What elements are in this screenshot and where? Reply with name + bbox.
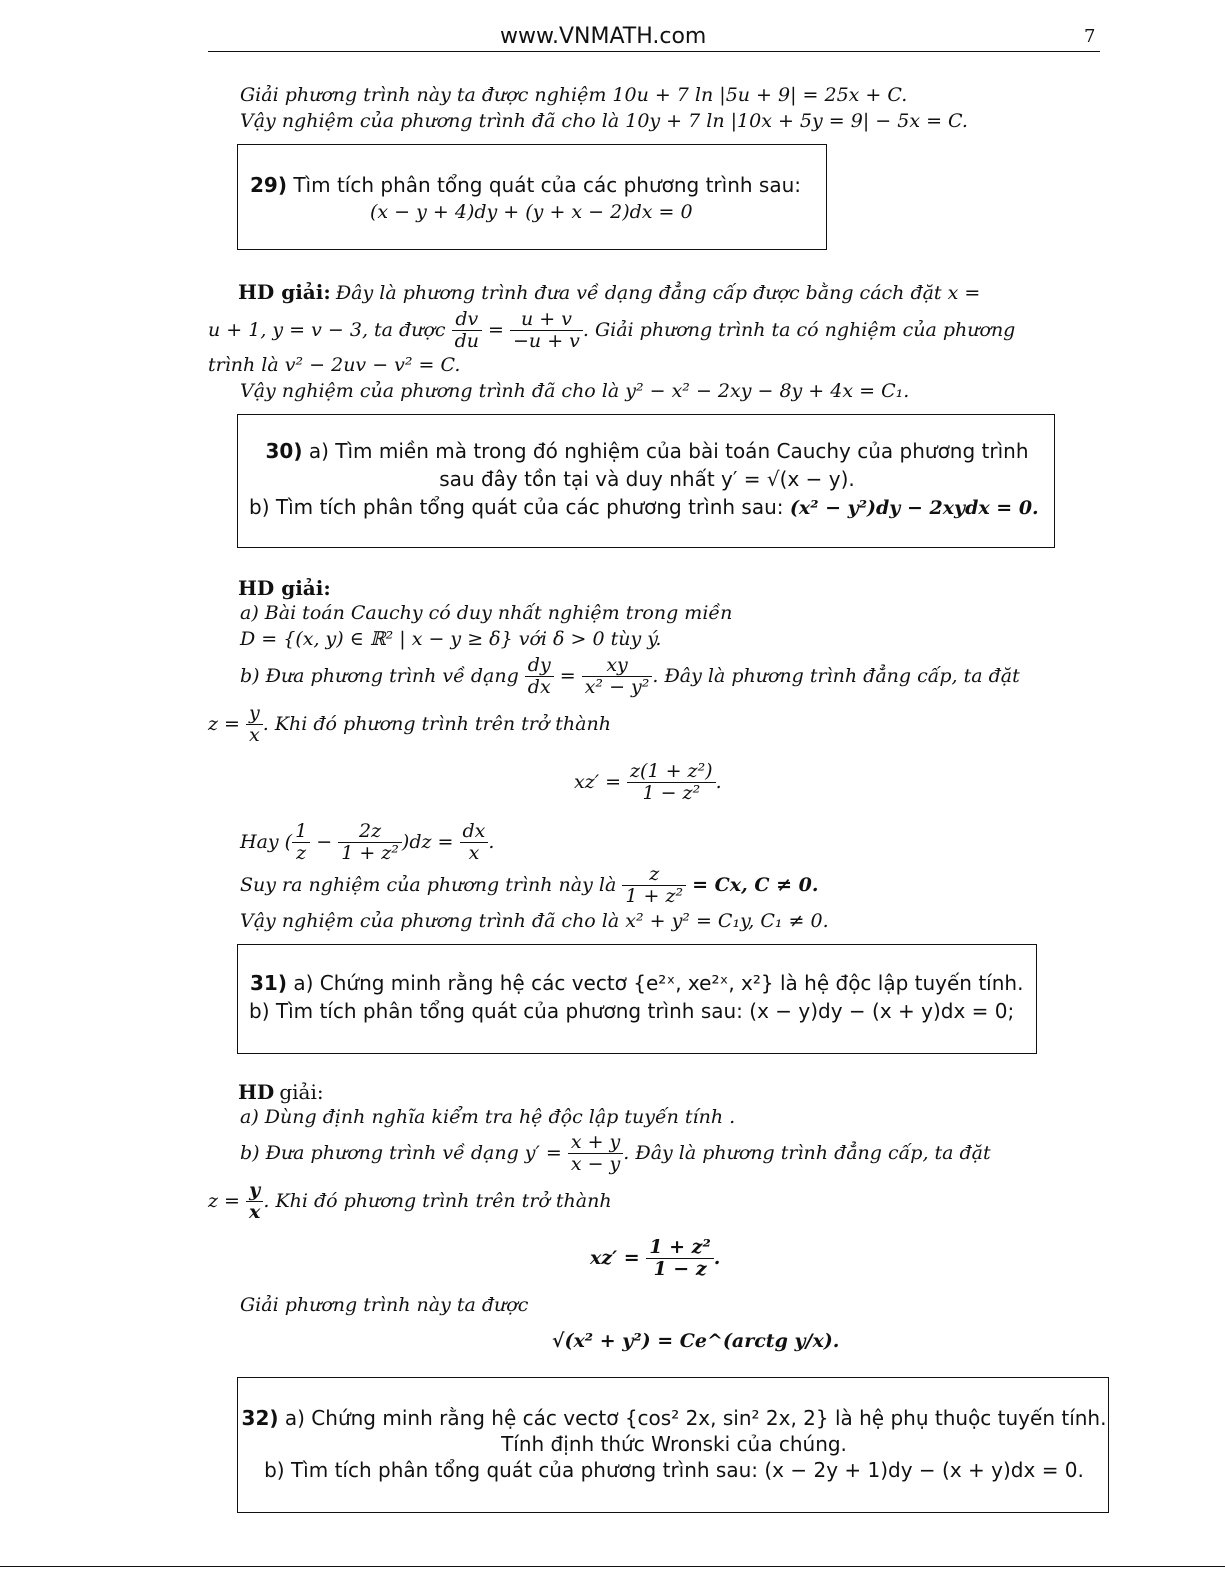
frac-num: dx: [462, 819, 486, 842]
problem-31-box: [237, 944, 1037, 1054]
frac-den: du: [452, 330, 482, 352]
problem-29-equation: (x − y + 4)dy + (y + x − 2)dx = 0: [370, 201, 693, 223]
minus-sign: −: [316, 831, 333, 853]
hd-30-vay-line: Vậy nghiệm của phương trình đã cho là x² + y² = C₁y, C₁ ≠ 0.: [240, 910, 829, 932]
hd-30-a-line-2: D = {(x, y) ∈ ℝ² | x − y ≥ δ} với δ > 0 tùy ý.: [240, 628, 662, 650]
frac-num: y: [249, 701, 260, 724]
hd-30-frac-z-1z2: [622, 864, 686, 907]
frac-den: x: [246, 1201, 263, 1223]
hd-30-frac-dy-dx: [525, 655, 554, 698]
frac-den: x: [460, 842, 489, 864]
problem-32-b-line: b) Tìm tích phân tổng quát của phương trình sau: (x − 2y + 1)dy − (x + y)dx = 0.: [264, 1458, 1084, 1482]
hd-30-frac-1-z: [292, 821, 310, 864]
hay-text: Hay (: [240, 831, 293, 853]
hd-30-title: HD giải:: [238, 576, 331, 600]
problem-31-b-line: b) Tìm tích phân tổng quát của phương trình sau: (x − y)dy − (x + y)dx = 0;: [249, 999, 1015, 1023]
hd-31-display-eq: [590, 1228, 720, 1288]
hd-30-b-text-2: . Khi đó phương trình trên trở thành: [262, 713, 611, 735]
frac-num: 1 + z²: [649, 1235, 711, 1258]
frac-den: x − y: [568, 1153, 623, 1175]
hd-31-frac-y-x: [246, 1180, 263, 1223]
hd-31-frac-z: [646, 1237, 713, 1280]
problem-30-b-text: b) Tìm tích phân tổng quát của các phương trình sau:: [249, 495, 784, 519]
hd-31-title-line: [238, 1080, 324, 1104]
frac-den: x: [246, 724, 263, 746]
problem-30-b-line: [249, 495, 1039, 519]
problem-30-box: [237, 414, 1055, 548]
suy-text: Suy ra nghiệm của phương trình này là: [240, 874, 617, 896]
problem-30-number: 30): [265, 439, 303, 463]
frac-den: −u + v: [510, 330, 583, 352]
hd-29-frac-uv: [510, 309, 583, 352]
hd-30-b-line-2: [208, 700, 611, 748]
equals-sign: =: [488, 319, 504, 341]
hd-30-frac-xy: [582, 655, 653, 698]
frac-den: 1 − z: [646, 1258, 713, 1280]
frac-num: xy: [606, 653, 628, 676]
hay-mid: )dz =: [401, 831, 454, 853]
page-number: 7: [1084, 26, 1096, 47]
frac-num: y: [249, 1178, 261, 1201]
problem-32-number: 32): [241, 1406, 279, 1430]
equals-sign: =: [559, 665, 576, 687]
z-lhs: z =: [208, 713, 240, 735]
hd-30-frac-dx-x: [460, 821, 489, 864]
hd-29-text-1: Đây là phương trình đưa về dạng đẳng cấp được bằng cách đặt x =: [335, 282, 981, 304]
hd-29-line-2: [208, 306, 1015, 354]
problem-30-a-text: a) Tìm miền mà trong đó nghiệm của bài toán Cauchy của phương trình: [308, 439, 1029, 463]
frac-den: 1 + z²: [338, 842, 402, 864]
problem-29-statement: [250, 173, 801, 197]
hd-31-b-text-1b: . Đây là phương trình đẳng cấp, ta đặt: [623, 1142, 991, 1164]
hd-31-frac-xy: [568, 1132, 623, 1175]
frac-num: z(1 + z²): [630, 759, 713, 782]
frac-num: z: [649, 862, 660, 885]
problem-30-b-equation: (x² − y²)dy − 2xydx = 0.: [789, 497, 1039, 519]
hay-end: .: [488, 831, 495, 853]
hd-30-b-line-1: [240, 652, 1020, 700]
hd-30-a-line-1: a) Bài toán Cauchy có duy nhất nghiệm trong miền: [240, 602, 733, 624]
hd-31-b-line-2: [208, 1176, 612, 1226]
frac-den: x² − y²: [582, 676, 653, 698]
problem-31-number: 31): [250, 971, 287, 995]
hd-31-title-2: giải:: [279, 1080, 324, 1104]
problem-32-a-line-2: Tính định thức Wronski của chúng.: [501, 1432, 847, 1456]
frac-num: dy: [527, 653, 551, 676]
site-header: www.VNMATH.com: [500, 24, 707, 49]
hd-30-display-eq: [574, 752, 722, 812]
problem-32-box: [237, 1377, 1109, 1513]
frac-num: x + y: [570, 1130, 621, 1153]
de-end: .: [715, 771, 722, 793]
hd-31-b-line-1: [240, 1128, 991, 1178]
hd-31-solution: √(x² + y²) = Ce^(arctg y/x).: [552, 1330, 840, 1352]
hd-29-line-3: trình là v² − 2uv − v² = C.: [208, 354, 461, 376]
suy-rest: = Cx, C ≠ 0.: [692, 874, 819, 896]
hd-29-line-1: [238, 280, 1098, 304]
frac-num: dv: [455, 307, 479, 330]
hd-31-a-line: a) Dùng định nghĩa kiểm tra hệ độc lập tuyến tính .: [240, 1106, 736, 1128]
frac-den: z: [292, 842, 310, 864]
problem-29-box: [237, 144, 827, 250]
hd-31-title: HD: [238, 1080, 275, 1104]
hd-30-frac-y-x: [246, 703, 263, 746]
intro-line-2: Vậy nghiệm của phương trình đã cho là 10y + 7 ln |10x + 5y = 9| − 5x = C.: [240, 110, 968, 132]
problem-31-a-text: a) Chứng minh rằng hệ các vectơ {e²ˣ, xe²ˣ, x²} là hệ độc lập tuyến tính.: [293, 971, 1024, 995]
hd-29-text-2a: u + 1, y = v − 3, ta được: [208, 319, 446, 341]
frac-num: u + v: [520, 307, 572, 330]
frac-den: 1 − z²: [627, 782, 716, 804]
problem-32-a-text: a) Chứng minh rằng hệ các vectơ {cos² 2x, sin² 2x, 2} là hệ phụ thuộc tuyến tính.: [284, 1406, 1107, 1430]
hd-29-title: HD giải:: [238, 280, 331, 304]
hd-30-b-text-1a: b) Đưa phương trình về dạng: [240, 665, 519, 687]
de-lhs: xz′ =: [590, 1247, 640, 1269]
frac-num: 2z: [359, 819, 382, 842]
hd-30-frac-2z: [338, 821, 402, 864]
de-lhs: xz′ =: [574, 771, 621, 793]
hd-30-frac-z: [627, 761, 716, 804]
hd-31-b-text-2: . Khi đó phương trình trên trở thành: [263, 1190, 612, 1212]
problem-31-a-line: [250, 971, 1023, 995]
hd-29-line-4: Vậy nghiệm của phương trình đã cho là y² − x² − 2xy − 8y + 4x = C₁.: [240, 380, 910, 402]
hd-30-suy-line: [240, 862, 818, 908]
hd-31-giai-line: Giải phương trình này ta được: [240, 1294, 529, 1316]
hd-29-text-2b: . Giải phương trình ta có nghiệm của phương: [582, 319, 1016, 341]
footer-rule: [0, 1566, 1225, 1567]
frac-den: dx: [525, 676, 554, 698]
hd-30-b-text-1b: . Đây là phương trình đẳng cấp, ta đặt: [652, 665, 1020, 687]
problem-29-text: Tìm tích phân tổng quát của các phương trình sau:: [293, 173, 801, 197]
problem-30-a-line-2: sau đây tồn tại và duy nhất y′ = √(x − y).: [439, 467, 855, 491]
frac-num: 1: [295, 819, 308, 842]
frac-den: 1 + z²: [622, 885, 686, 907]
intro-line-1: Giải phương trình này ta được nghiệm 10u + 7 ln |5u + 9| = 25x + C.: [240, 84, 908, 106]
z-lhs: z =: [208, 1190, 240, 1212]
hd-29-frac-dv-du: [452, 309, 482, 352]
problem-30-a-line-1: [238, 439, 1056, 463]
de-end: .: [713, 1247, 721, 1269]
problem-29-number: 29): [250, 173, 287, 197]
problem-32-a-line-1: [238, 1406, 1110, 1430]
header-rule: [208, 51, 1100, 52]
hd-31-b-text-1a: b) Đưa phương trình về dạng y′ =: [240, 1142, 562, 1164]
